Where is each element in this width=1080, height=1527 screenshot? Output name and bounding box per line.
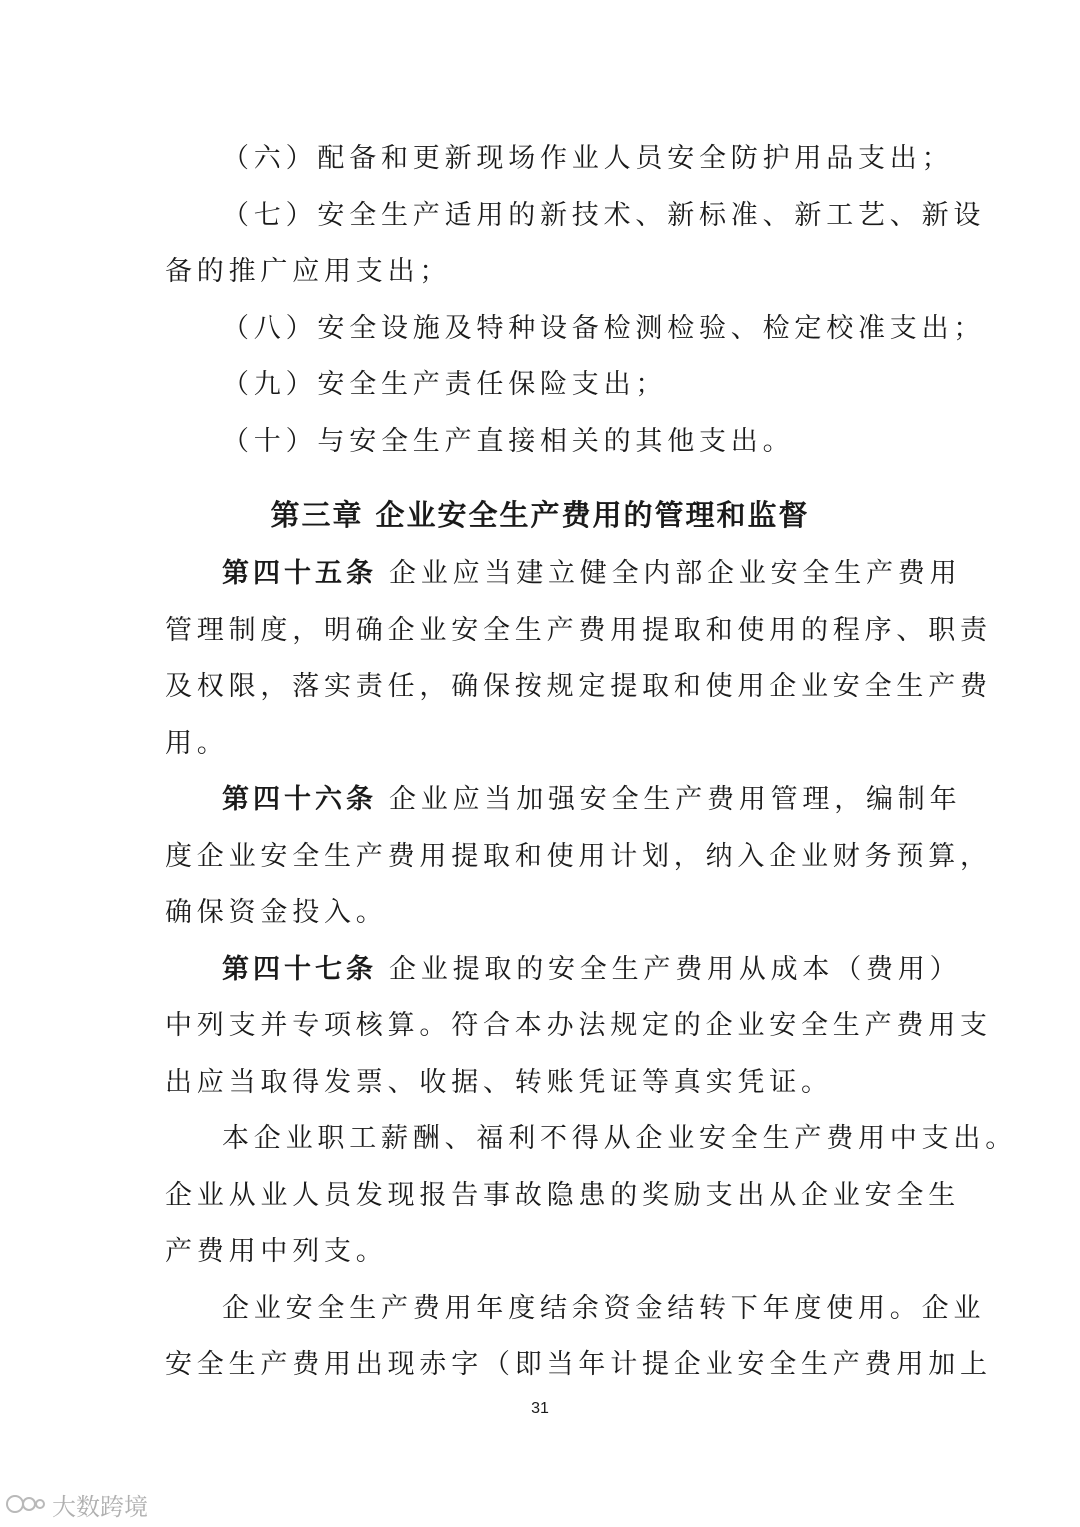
paragraph-2-line-3: 产费用中列支。 — [165, 1236, 388, 1267]
article-45-line-3: 及权限，落实责任，确保按规定提取和使用企业安全生产费 — [165, 671, 992, 702]
list-item-7-continued: 备的推广应用支出； — [165, 256, 452, 287]
article-45-text: 企业应当建立健全内部企业安全生产费用 — [389, 558, 962, 589]
article-46-line-1 — [0, 771, 1080, 829]
article-47-label: 第四十七条 — [222, 954, 377, 985]
paragraph-2-line-2: 企业从业人员发现报告事故隐患的奖励支出从企业安全生 — [165, 1180, 960, 1211]
watermark — [6, 1488, 148, 1520]
paragraph-2-line-1: 本企业职工薪酬、福利不得从企业安全生产费用中支出。 — [222, 1123, 1017, 1154]
article-45-line-1 — [0, 545, 1080, 603]
list-item-6: （六）配备和更新现场作业人员安全防护用品支出； — [222, 143, 954, 174]
list-item-8: （八）安全设施及特种设备检测检验、检定校准支出； — [222, 313, 986, 344]
article-46-label: 第四十六条 — [222, 784, 377, 815]
watermark-text: 大数跨境 — [52, 1492, 148, 1521]
chapter-title: 第三章 企业安全生产费用的管理和监督 — [270, 498, 810, 532]
article-45-line-4: 用。 — [165, 728, 229, 759]
paragraph-3-line-2: 安全生产费用出现赤字（即当年计提企业安全生产费用加上 — [165, 1349, 992, 1380]
article-47-line-3: 出应当取得发票、收据、转账凭证等真实凭证。 — [165, 1067, 833, 1098]
article-47-text: 企业提取的安全生产费用从成本（费用） — [389, 954, 962, 985]
article-46-line-3: 确保资金投入。 — [165, 897, 388, 928]
list-item-10: （十）与安全生产直接相关的其他支出。 — [222, 426, 795, 457]
article-45-label: 第四十五条 — [222, 558, 377, 589]
paragraph-3-line-1: 企业安全生产费用年度结余资金结转下年度使用。企业 — [222, 1293, 986, 1324]
article-47-line-2: 中列支并专项核算。符合本办法规定的企业安全生产费用支 — [165, 1010, 992, 1041]
list-item-9: （九）安全生产责任保险支出； — [222, 369, 668, 400]
list-item-7: （七）安全生产适用的新技术、新标准、新工艺、新设 — [222, 200, 986, 231]
article-46-line-2: 度企业安全生产费用提取和使用计划，纳入企业财务预算， — [165, 841, 992, 872]
article-46-text: 企业应当加强安全生产费用管理，编制年 — [389, 784, 962, 815]
article-45-line-2: 管理制度，明确企业安全生产费用提取和使用的程序、职责 — [165, 615, 992, 646]
watermark-logo-icon — [6, 1491, 46, 1517]
page-number: 31 — [531, 1400, 549, 1417]
article-47-line-1 — [0, 941, 1080, 999]
